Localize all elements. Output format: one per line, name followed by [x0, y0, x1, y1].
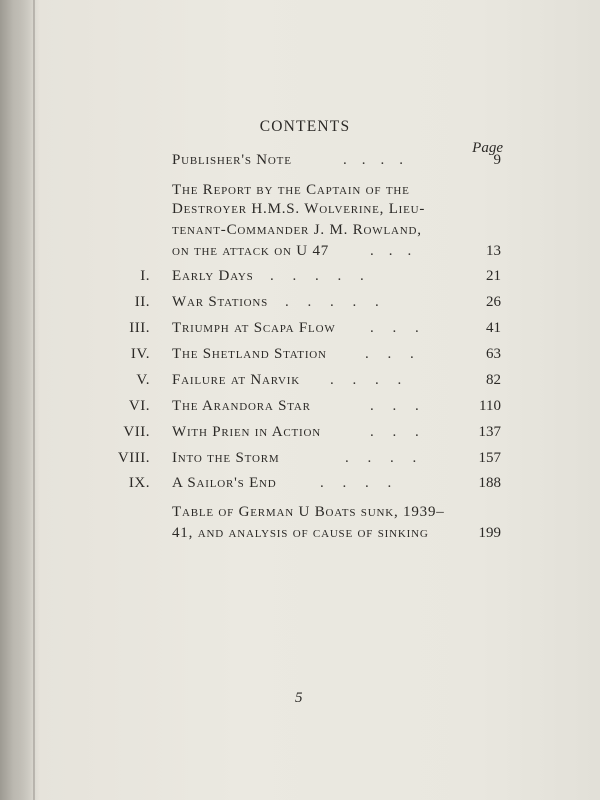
toc-entry-title: Into the Storm — [172, 450, 280, 466]
toc-entry-page: 110 — [479, 398, 501, 414]
page-title: CONTENTS — [259, 118, 351, 135]
toc-entry-title: With Prien in Action — [172, 424, 321, 440]
chapter-number: I. — [140, 268, 150, 284]
toc-entry-page: 9 — [493, 152, 501, 168]
toc-entry-title-line: tenant-Commander J. M. Rowland, — [172, 222, 422, 238]
leader-dots: . . . . — [343, 152, 403, 168]
chapter-number: V. — [136, 372, 150, 388]
chapter-number: VI. — [128, 398, 150, 414]
toc-entry-page: 199 — [478, 525, 501, 541]
toc-entry-title: Early Days — [172, 268, 254, 284]
leader-dots: . . . — [370, 320, 419, 336]
toc-entry-page: 188 — [478, 475, 501, 491]
toc-entry-page: 82 — [486, 372, 501, 388]
chapter-number: VII. — [123, 424, 150, 440]
chapter-number: IX. — [128, 475, 150, 491]
toc-entry-page: 157 — [478, 450, 501, 466]
chapter-number: VIII. — [117, 450, 150, 466]
leader-dots: . . . — [370, 398, 419, 414]
toc-entry-page: 26 — [486, 294, 501, 310]
chapter-number: II. — [134, 294, 150, 310]
toc-entry-title-line: on the attack on U 47 — [172, 243, 330, 259]
toc-entry-title: The Arandora Star — [172, 398, 311, 414]
toc-entry-title: War Stations — [172, 294, 269, 310]
page-folio: 5 — [295, 690, 303, 706]
toc-entry-title: The Shetland Station — [172, 346, 327, 362]
chapter-number: III. — [129, 320, 150, 336]
toc-entry-title-line: The Report by the Captain of the — [172, 182, 410, 198]
leader-dots: . . . . . — [285, 294, 379, 310]
toc-entry-title: Triumph at Scapa Flow — [172, 320, 336, 336]
leader-dots: . . . . — [320, 475, 392, 491]
toc-entry-title: Failure at Narvik — [172, 372, 300, 388]
leader-dots: . . . — [370, 243, 412, 259]
leader-dots: . . . . — [345, 450, 417, 466]
leader-dots: . . . — [370, 424, 419, 440]
toc-entry-title: Publisher's Note — [172, 152, 292, 168]
chapter-number: IV. — [130, 346, 150, 362]
toc-entry-title-line: 41, and analysis of cause of sinking — [172, 525, 429, 541]
toc-entry-title: A Sailor's End — [172, 475, 277, 491]
leader-dots: . . . . . — [270, 268, 364, 284]
toc-entry-page: 41 — [486, 320, 501, 336]
leader-dots: . . . . — [330, 372, 402, 388]
toc-entry-page: 137 — [478, 424, 501, 440]
toc-entry-page: 13 — [486, 243, 501, 259]
toc-entry-page: 21 — [486, 268, 501, 284]
toc-entry-page: 63 — [486, 346, 501, 362]
page-column-label: Page — [472, 140, 503, 156]
leader-dots: . . . — [365, 346, 414, 362]
toc-entry-title-line: Table of German U Boats sunk, 1939– — [172, 504, 445, 520]
toc-entry-title-line: Destroyer H.M.S. Wolverine, Lieu- — [172, 201, 426, 217]
